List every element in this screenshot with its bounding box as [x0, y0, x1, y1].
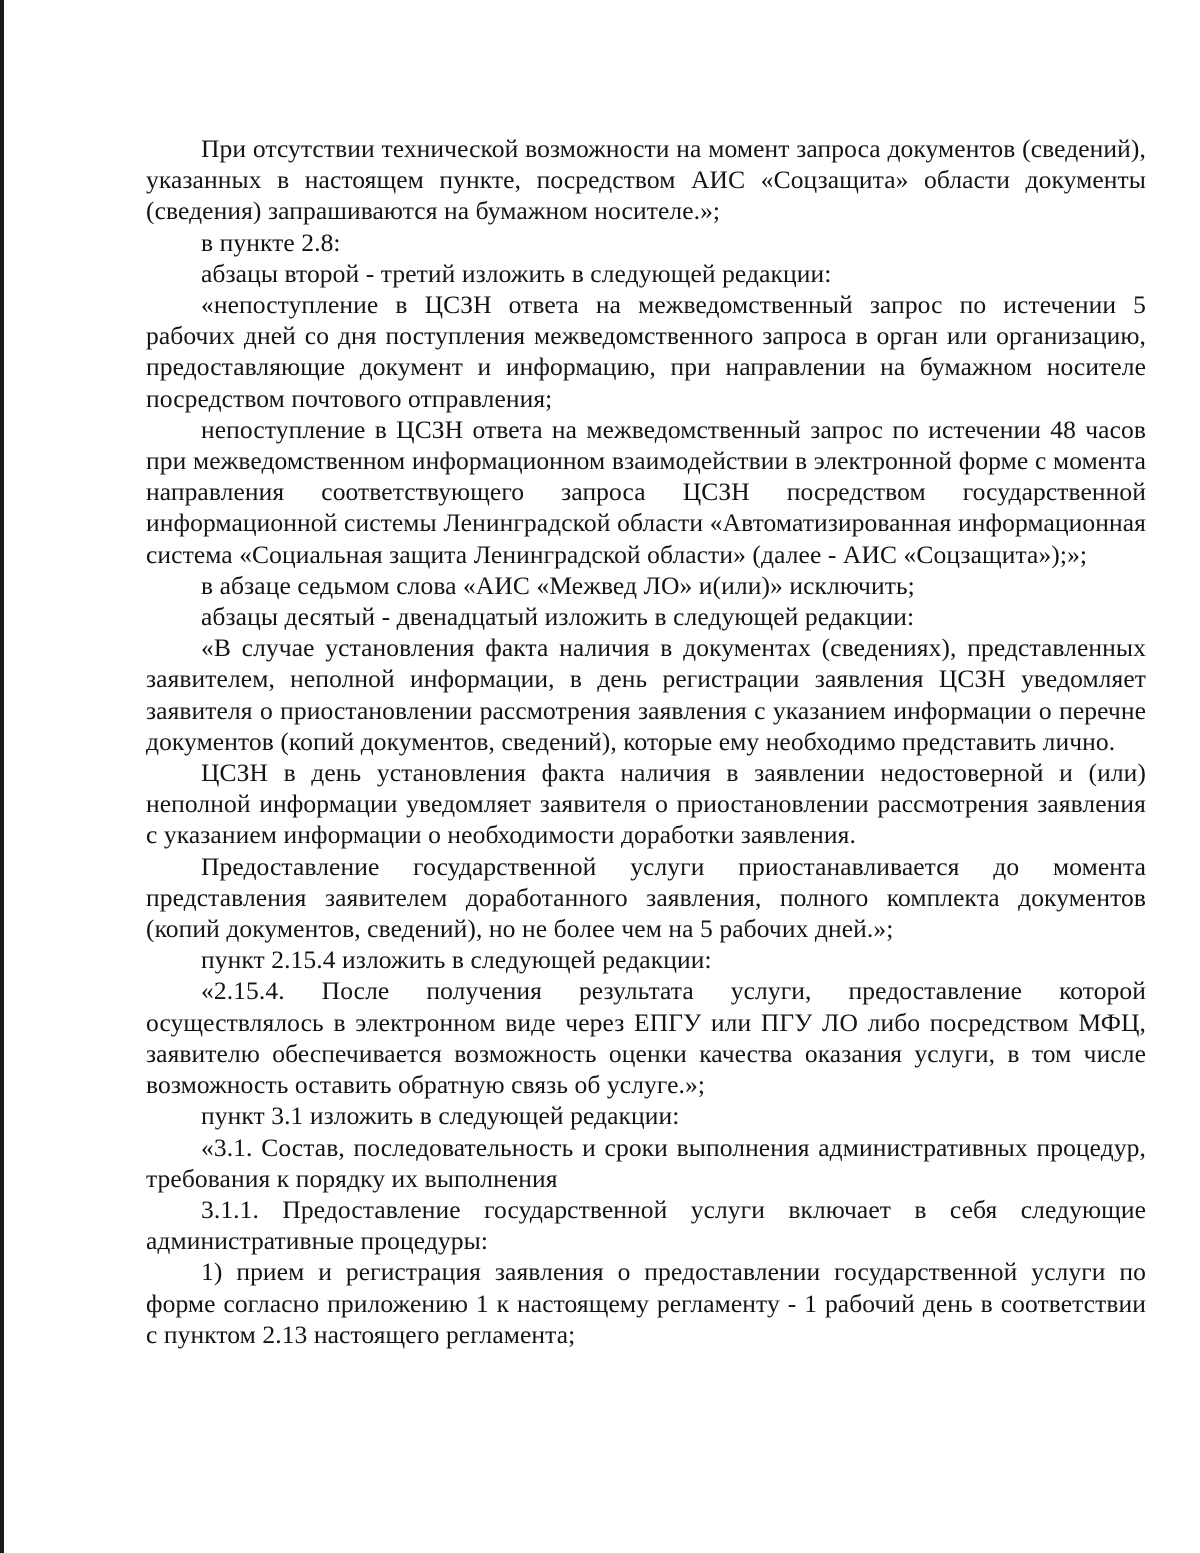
paragraph-1: При отсутствии технической возможности на момент запроса документов (сведений), указанных в настоящем пункте, посредством АИС «Соцзащита» области документы (сведения) запрашиваются на бумажном носителе.»;	[146, 134, 1146, 226]
paragraph-7: абзацы десятый - двенадцатый изложить в следующей редакции:	[201, 602, 915, 632]
paragraph-13: пункт 3.1 изложить в следующей редакции:	[201, 1101, 680, 1131]
paragraph-15: 3.1.1. Предоставление государственной услуги включает в себя следующие административные процедуры:	[146, 1194, 1146, 1256]
paragraph-8: «В случае установления факта наличия в документах (сведениях), представленных заявителем, неполной информации, в день регистрации заявления ЦСЗН уведомляет заявителя о приостановлении рассмотрения заявления с указанием информации о перечне документов (копий документов, сведений), которые ему необходимо представить лично.	[146, 633, 1146, 756]
paragraph-5: непоступление в ЦСЗН ответа на межведомственный запрос по истечении 48 часов при межведомственном информационном взаимодействии в электронной форме с момента направления соответствующего запроса ЦСЗН посредством государственной информационной системы Ленинградской области «Автоматизированная информационная система «Социальная защита Ленинградской области» (далее - АИС «Соцзащита»);»;	[146, 414, 1146, 569]
paragraph-2: в пункте 2.8:	[201, 227, 341, 257]
document-body	[146, 133, 1146, 1350]
paragraph-10: Предоставление государственной услуги приостанавливается до момента представления заявителем доработанного заявления, полного комплекта документов (копий документов, сведений), но не более чем на 5 рабочих дней.»;	[146, 851, 1146, 944]
paragraph-6: в абзаце седьмом слова «АИС «Межвед ЛО» и(или)» исключить;	[201, 570, 915, 600]
paragraph-16: 1) прием и регистрация заявления о предоставлении государственной услуги по форме согласно приложению 1 к настоящему регламенту - 1 рабочий день в соответствии с пунктом 2.13 настоящего регламента;	[146, 1257, 1146, 1349]
paragraph-11: пункт 2.15.4 изложить в следующей редакции:	[201, 945, 712, 975]
paragraph-3: абзацы второй - третий изложить в следующей редакции:	[201, 258, 832, 288]
paragraph-4: «непоступление в ЦСЗН ответа на межведомственный запрос по истечении 5 рабочих дней со дня поступления межведомственного запроса в орган или организацию, предоставляющие документ и информацию, при направлении на бумажном носителе посредством почтового отправления;	[146, 290, 1146, 413]
paragraph-9: ЦСЗН в день установления факта наличия в заявлении недостоверной и (или) неполной информации уведомляет заявителя о приостановлении рассмотрения заявления с указанием информации о необходимости доработки заявления.	[146, 758, 1146, 850]
paragraph-12: «2.15.4. После получения результата услуги, предоставление которой осуществлялось в электронном виде через ЕПГУ или ПГУ ЛО либо посредством МФЦ, заявителю обеспечивается возможность оценки качества оказания услуги, в том числе возможность оставить обратную связь об услуге.»;	[146, 976, 1146, 1100]
paragraph-14: «3.1. Состав, последовательность и сроки выполнения административных процедур, требования к порядку их выполнения	[146, 1132, 1146, 1193]
